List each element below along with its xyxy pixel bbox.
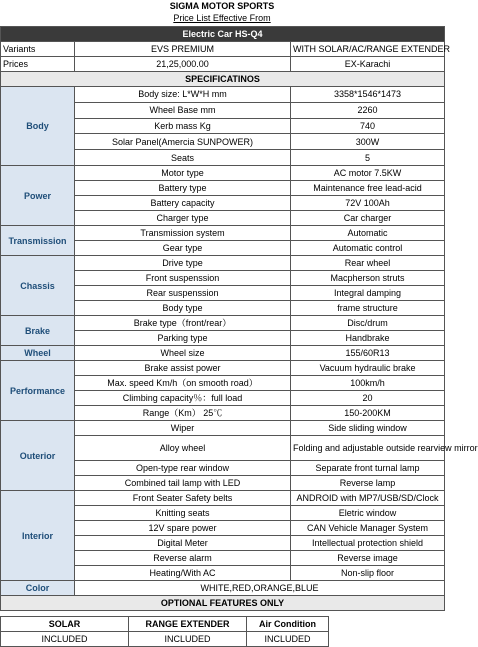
category-chassis: Chassis [1,256,75,316]
optional-table [0,616,445,647]
spec-value: 300W [291,134,445,150]
spec-label: Solar Panel(Amercia SUNPOWER) [75,134,291,150]
spec-value: 3358*1546*1473 [291,87,445,103]
color-options: WHITE,RED,ORANGE,BLUE [75,581,445,596]
spec-value: 5 [291,150,445,166]
feature-right: Eletric window [291,506,445,521]
category-exterior: Outerior [1,421,75,491]
feature-left: Knitting seats [75,506,291,521]
feature-left: Heating/With AC [75,566,291,581]
spec-label: Seats [75,150,291,166]
spec-value: 155/60R13 [291,346,445,361]
spec-value: 72V 100Ah [291,196,445,211]
spec-label: Brake assist power [75,361,291,376]
category-interior: Interior [1,491,75,581]
feature-row [1,421,445,436]
optional-col-air-condition: Air Condition [247,617,329,632]
feature-right: Side sliding window [291,421,445,436]
feature-right: Intellectual protection shield [291,536,445,551]
optional-val-solar: INCLUDED [1,632,129,647]
spec-value: 2260 [291,102,445,118]
spec-heading: SPECIFICATINOS [1,72,445,87]
optional-header-row [1,617,445,632]
spec-label: Kerb mass Kg [75,118,291,134]
variant-extended: WITH SOLAR/AC/RANGE EXTENDER [291,42,445,57]
spec-value: 740 [291,118,445,134]
spec-value: Maintenance free lead-acid [291,181,445,196]
price-list-subtitle: Price List Effective From [173,13,271,23]
spec-label: Parking type [75,331,291,346]
company-title: SIGMA MOTOR SPORTS [169,1,275,11]
spec-label: Rear suspenssion [75,286,291,301]
spec-row [1,361,445,376]
feature-right: Non-slip floor [291,566,445,581]
spec-value: Handbrake [291,331,445,346]
spec-value: AC motor 7.5KW [291,166,445,181]
variant-premium: EVS PREMIUM [75,42,291,57]
spec-value: frame structure [291,301,445,316]
optional-heading-row [1,596,445,611]
feature-left: Alloy wheel [75,436,291,461]
feature-right: Reverse lamp [291,476,445,491]
feature-right: Reverse image [291,551,445,566]
feature-left: Reverse alarm [75,551,291,566]
color-row [1,581,445,596]
spec-label: Wheel Base mm [75,102,291,118]
model-title: Electric Car HS-Q4 [1,27,445,42]
spec-label: Charger type [75,211,291,226]
spec-value: Macpherson struts [291,271,445,286]
spec-label: Battery type [75,181,291,196]
category-brake: Brake [1,316,75,346]
spec-row [1,166,445,181]
feature-right: Separate front turnal lamp [291,461,445,476]
feature-right: Folding and adjustable outside rearview mirror [291,436,445,461]
spec-label: Body size: L*W*H mm [75,87,291,103]
spec-value: Integral damping [291,286,445,301]
optional-val-range-extender: INCLUDED [129,632,247,647]
spec-value: Rear wheel [291,256,445,271]
feature-left: Front Seater Safety belts [75,491,291,506]
variants-label: Variants [1,42,75,57]
optional-blank [329,632,445,647]
feature-row [1,491,445,506]
spec-value: Automatic control [291,241,445,256]
spec-label: Front suspenssion [75,271,291,286]
prices-row [1,57,445,72]
spec-value: Vacuum hydraulic brake [291,361,445,376]
category-performance: Performance [1,361,75,421]
spec-heading-row [1,72,445,87]
spec-label: Battery capacity [75,196,291,211]
optional-col-solar: SOLAR [1,617,129,632]
spec-row [1,346,445,361]
spec-row [1,226,445,241]
spec-value: Car charger [291,211,445,226]
optional-heading: OPTIONAL FEATURES ONLY [1,596,445,611]
category-power: Power [1,166,75,226]
optional-val-air-condition: INCLUDED [247,632,329,647]
spec-label: Wheel size [75,346,291,361]
spec-label: Climbing capacity％：full load [75,391,291,406]
spec-value: 20 [291,391,445,406]
spec-label: Drive type [75,256,291,271]
feature-left: 12V spare power [75,521,291,536]
spec-label: Brake type（front/rear） [75,316,291,331]
spec-label: Gear type [75,241,291,256]
prices-label: Prices [1,57,75,72]
feature-left: Digital Meter [75,536,291,551]
category-wheel: Wheel [1,346,75,361]
spec-value: Disc/drum [291,316,445,331]
category-body: Body [1,87,75,166]
optional-value-row [1,632,445,647]
spec-label: Max. speed Km/h（on smooth road） [75,376,291,391]
feature-right: ANDROID with MP7/USB/SD/Clock [291,491,445,506]
spec-label: Body type [75,301,291,316]
price-value: 21,25,000.00 [75,57,291,72]
feature-right: CAN Vehicle Manager System [291,521,445,536]
feature-left: Wiper [75,421,291,436]
model-row [1,27,445,42]
price-location: EX-Karachi [291,57,445,72]
optional-col-range-extender: RANGE EXTENDER [129,617,247,632]
spec-value: 150-200KM [291,406,445,421]
spec-value: Automatic [291,226,445,241]
spec-label: Transmission system [75,226,291,241]
spec-row [1,87,445,103]
feature-left: Combined tail lamp with LED [75,476,291,491]
spec-row [1,316,445,331]
category-color: Color [1,581,75,596]
spec-row [1,256,445,271]
variants-row [1,42,445,57]
category-transmission: Transmission [1,226,75,256]
spec-value: 100km/h [291,376,445,391]
feature-left: Open-type rear window [75,461,291,476]
optional-blank [329,617,445,632]
spec-label: Motor type [75,166,291,181]
spec-label: Range（Km） 25℃ [75,406,291,421]
spec-table [0,26,478,611]
